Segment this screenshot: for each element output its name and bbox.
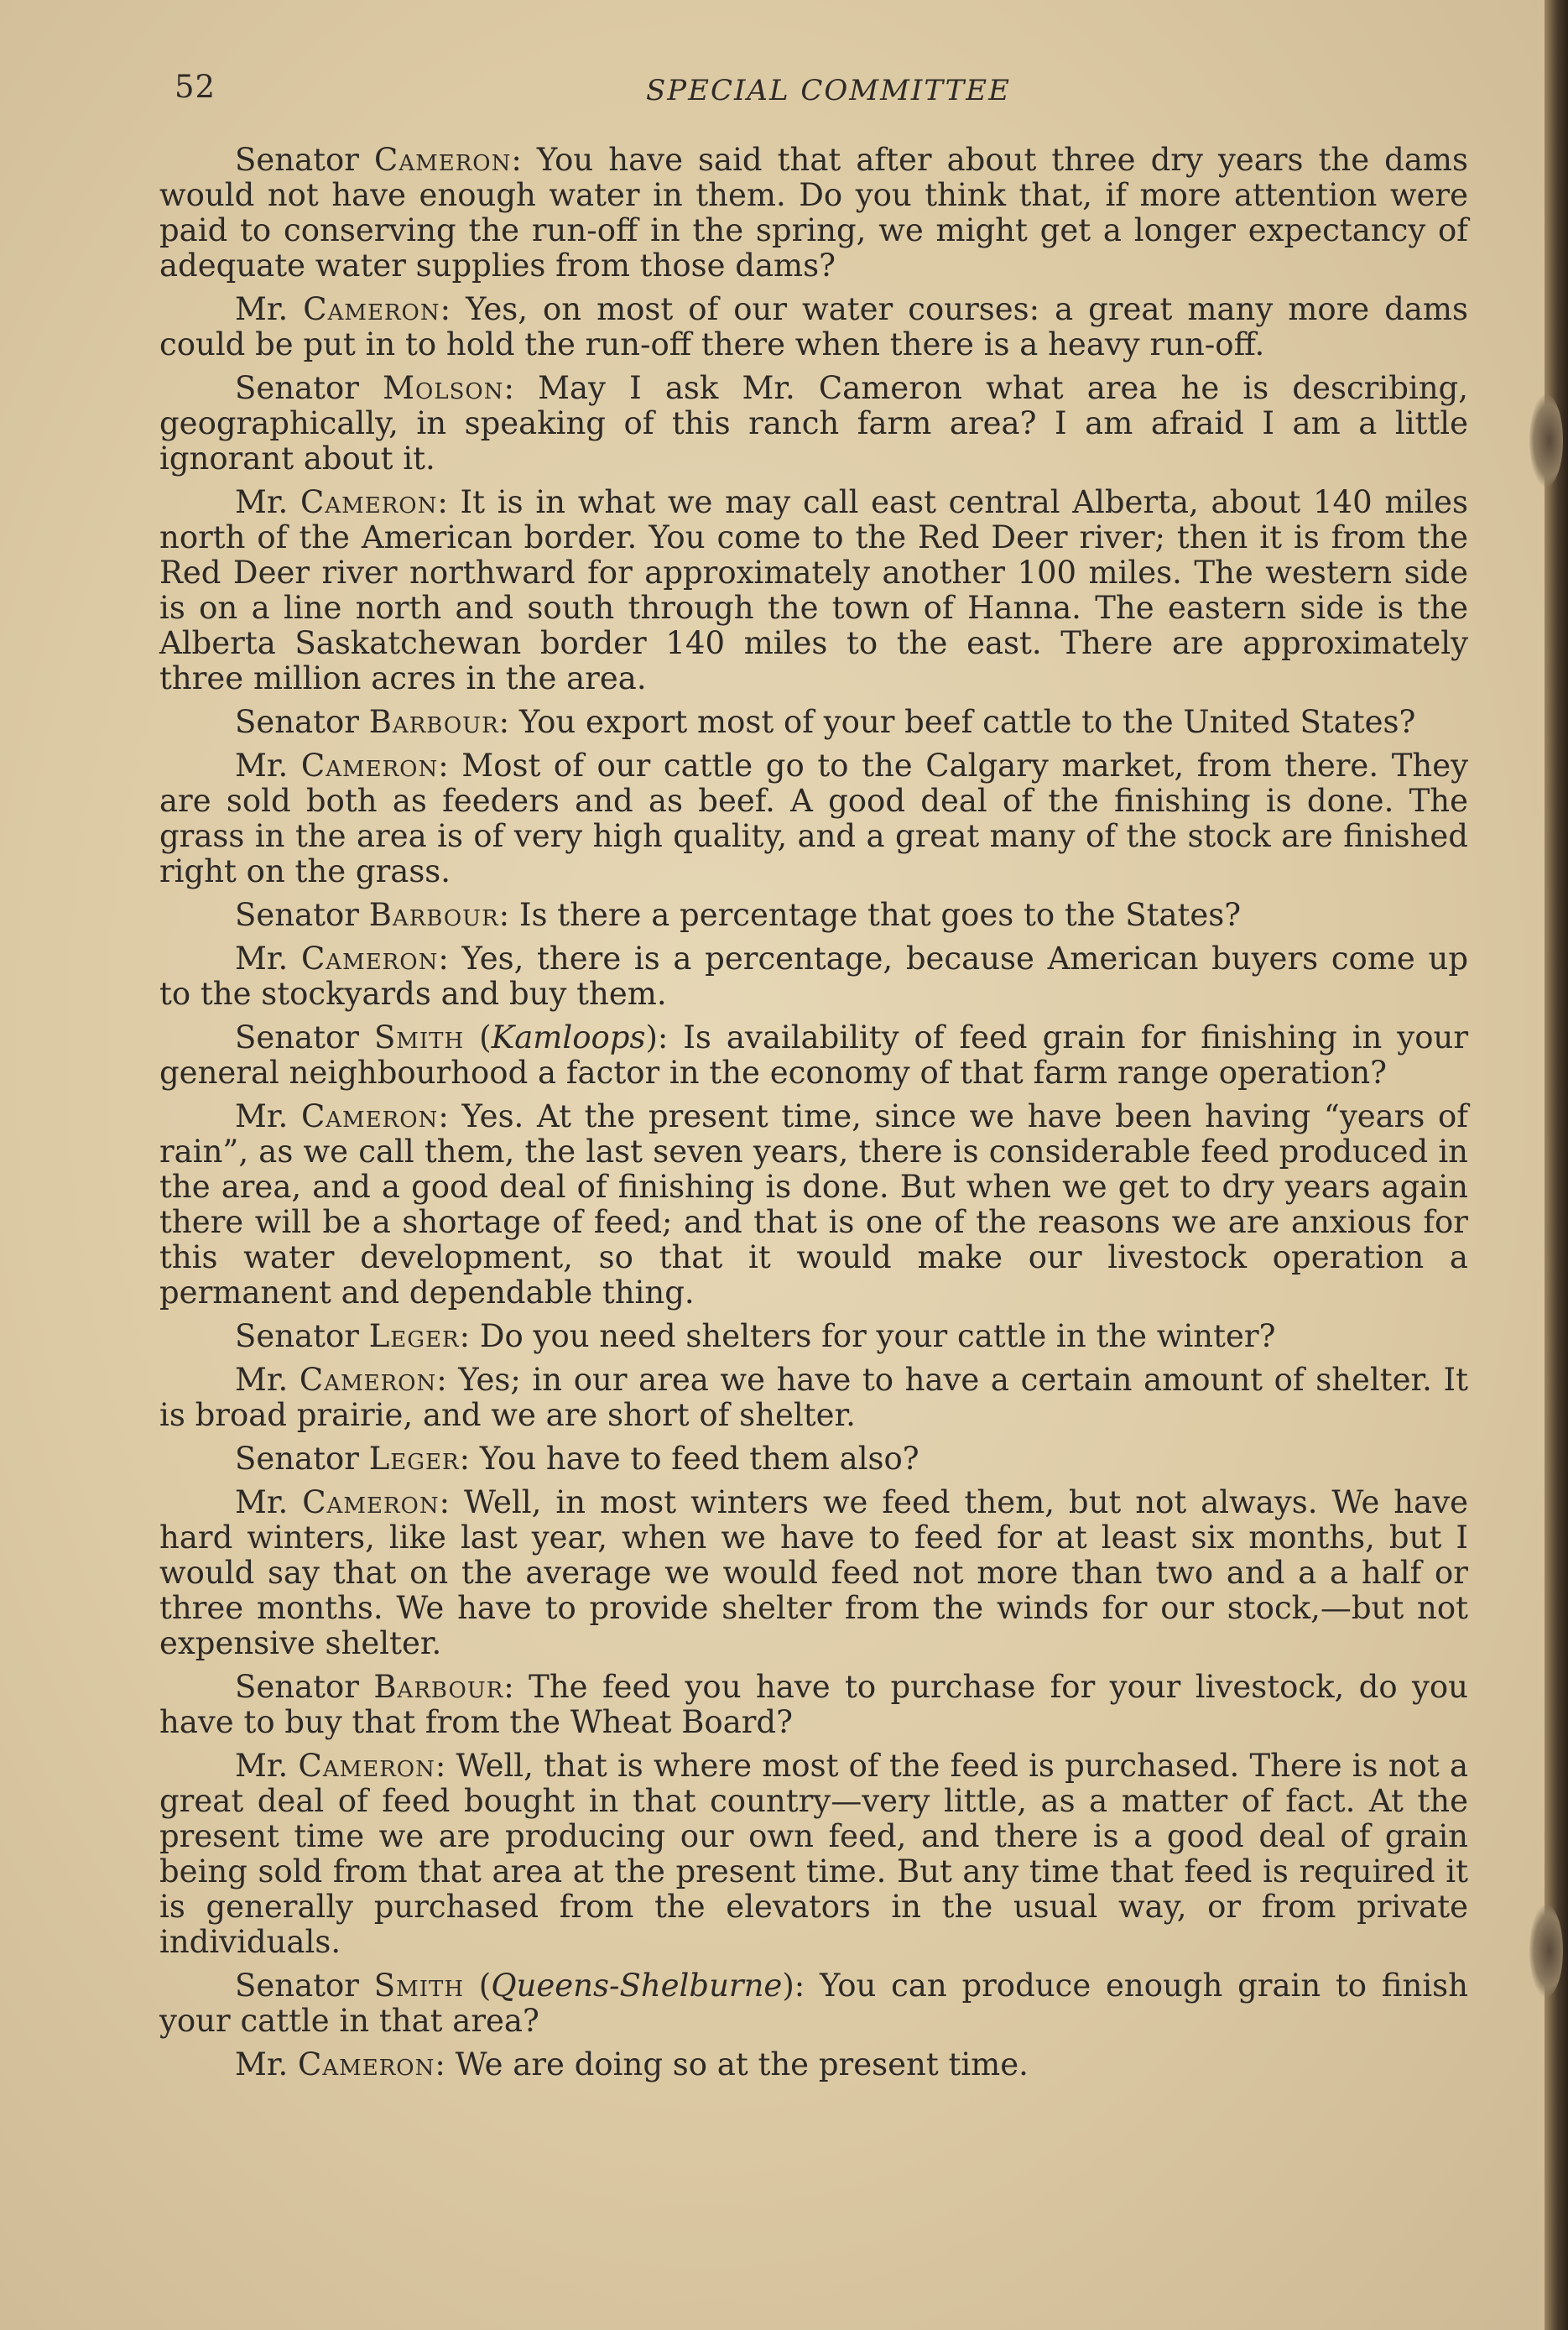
speaker-name: Smith — [373, 1968, 464, 2004]
speaker-title: Senator — [235, 370, 359, 406]
speaker-suffix: : — [511, 142, 522, 178]
speaker-title: Senator — [235, 1318, 359, 1354]
speaker-name: Cameron — [300, 484, 438, 520]
transcript-paragraph — [159, 898, 1468, 933]
speech-text: You have said that after about three dry years the dams would not have enough water in them. Do you think that, if more attention were paid to conserving the run-off in the spring, we might get a longer expectancy of adequate water supplies from those dams? — [159, 142, 1468, 284]
speech-text: You export most of your beef cattle to the United States? — [509, 704, 1416, 740]
speaker-name: Cameron — [300, 748, 439, 784]
speaker-name: Barbour — [368, 704, 499, 740]
speaker-title: Mr. — [235, 1748, 289, 1784]
speaker-suffix: : — [438, 748, 449, 784]
speaker-name: Barbour — [373, 1669, 504, 1705]
speaker-name: Cameron — [302, 1484, 440, 1520]
speaker-name: Cameron — [299, 1362, 437, 1398]
speaker-name: Leger — [368, 1318, 460, 1354]
transcript-body — [159, 143, 1468, 2091]
speaker-suffix: : — [503, 1669, 514, 1705]
transcript-paragraph — [159, 1319, 1468, 1354]
speech-text: Is there a percentage that goes to the States? — [509, 897, 1242, 933]
speaker-name: Cameron — [298, 2046, 435, 2082]
speech-text: It is in what we may call east central Alberta, about 140 miles north of the American border. You come to the Red Deer river; then it is from the Red Deer river northward for approximately another 100 miles. The western side is on a line north and south through the town of Hanna. The eastern side is the Alberta Saskatchewan border 140 miles to the east. There are approximately three million acres in the area. — [159, 484, 1468, 696]
speaker-suffix: : — [436, 1362, 447, 1398]
speech-text: We are doing so at the present time. — [445, 2046, 1029, 2082]
speaker-title: Senator — [235, 704, 359, 740]
thumb-mark-upper — [1529, 394, 1563, 487]
speaker-title: Senator — [235, 1669, 359, 1705]
thumb-mark-lower — [1529, 1905, 1563, 1997]
page-number: 52 — [175, 69, 216, 105]
page-header — [159, 69, 1468, 119]
transcript-paragraph — [159, 1099, 1468, 1311]
transcript-paragraph — [159, 748, 1468, 889]
speaker-name: Leger — [368, 1441, 460, 1477]
speech-text: Well, in most winters we feed them, but not always. We have hard winters, like last year, when we have to feed for at least six months, but I would say that on the average we would feed not more than two and a a half or three months. We have to provide shelter from the winds for our stock,—but not expensive shelter. — [159, 1484, 1468, 1661]
transcript-paragraph — [159, 2047, 1468, 2082]
speech-text: Most of our cattle go to the Calgary market, from there. They are sold both as feeders and as beef. A good deal of the finishing is done. The grass in the area is of very high quality, and a great many of the stock are finished right on the grass. — [159, 748, 1468, 889]
speech-text: Well, that is where most of the feed is purchased. There is not a great deal of feed bought in that country—very little, as a matter of fact. At the present time we are producing our own feed, and there is a good deal of grain being sold from that area at the present time. But any time that feed is required it is generally purchased from the elevators in the usual way, or from private individuals. — [159, 1748, 1469, 1960]
speaker-name: Cameron — [303, 291, 440, 327]
transcript-paragraph — [159, 143, 1468, 284]
speaker-suffix: ): — [782, 1968, 805, 2004]
transcript-paragraph — [159, 941, 1468, 1012]
speaker-title: Senator — [235, 1968, 359, 2004]
speaker-name: Smith — [373, 1019, 465, 1056]
transcript-paragraph — [159, 485, 1468, 696]
speech-text: Yes. At the present time, since we have been having “years of rain”, as we call them, the last seven years, there is considerable feed produced in the area, and a good deal of finishing is done. But when we get to dry years again there will be a shortage of feed; and that is one of the reasons we are anxious for this water development, so that it would make our livestock operation a permanent and dependable thing. — [159, 1098, 1468, 1311]
transcript-paragraph — [159, 1485, 1468, 1661]
speaker-suffix: : — [435, 2046, 445, 2082]
speech-text: Yes, on most of our water courses: a great many more dams could be put in to hold the run-off there when there is a heavy run-off. — [159, 291, 1468, 362]
transcript-paragraph — [159, 371, 1468, 477]
speaker-title: Mr. — [235, 1362, 289, 1398]
speaker-title: Mr. — [235, 941, 289, 977]
speaker-suffix: ): — [645, 1019, 669, 1056]
speaker-suffix: : — [439, 1484, 451, 1520]
transcript-paragraph — [159, 1749, 1468, 1960]
running-title: SPECIAL COMMITTEE — [646, 74, 1011, 107]
speaker-name: Molson — [383, 370, 504, 406]
transcript-paragraph — [159, 1441, 1468, 1477]
transcript-paragraph — [159, 1670, 1468, 1740]
transcript-paragraph: Senator Smith (Kamloops): Is availability of feed grain for finishing in your general neighbourhood a factor in the economy of that farm range operation? — [159, 1019, 1469, 1091]
speech-text: May I ask Mr. Cameron what area he is describing, geographically, in speaking of this ranch farm area? I am afraid I am a little ignorant about it. — [159, 370, 1468, 477]
speaker-title: Mr. — [235, 1098, 289, 1134]
speech-text: You can produce enough grain to finish your cattle in that area? — [159, 1968, 1469, 2039]
speaker-title: Mr. — [235, 2046, 289, 2082]
speaker-title: Mr. — [235, 291, 289, 327]
speaker-suffix: : — [440, 291, 451, 327]
speech-text: Yes; in our area we have to have a certain amount of shelter. It is broad prairie, and we are short of shelter. — [159, 1362, 1469, 1433]
speaker-title: Senator — [235, 1441, 359, 1477]
speaker-suffix: : — [438, 941, 449, 977]
speaker-title: Senator — [235, 142, 359, 178]
speaker-suffix: : — [498, 704, 510, 740]
speech-text: The feed you have to purchase for your livestock, do you have to buy that from the Wheat Board? — [159, 1669, 1468, 1740]
speaker-suffix: : — [438, 1098, 449, 1134]
speaker-suffix: : — [503, 370, 514, 406]
speaker-suffix: : — [437, 484, 448, 520]
speaker-name: Cameron — [374, 142, 512, 178]
speech-text: Do you need shelters for your cattle in the winter? — [470, 1318, 1276, 1354]
speaker-district: Kamloops — [491, 1019, 646, 1056]
speaker-suffix: : — [459, 1441, 471, 1477]
transcript-paragraph — [159, 292, 1468, 362]
speech-text: Yes, there is a percentage, because American buyers come up to the stockyards and buy them. — [159, 941, 1469, 1012]
speech-text: Is availability of feed grain for finishing in your general neighbourhood a factor in the economy of that farm range operation? — [159, 1019, 1469, 1091]
speaker-title: Mr. — [235, 748, 289, 784]
speaker-suffix: : — [498, 897, 510, 933]
speech-text: You have to feed them also? — [470, 1441, 919, 1477]
speaker-title: Mr. — [235, 1484, 289, 1520]
speaker-name: Cameron — [300, 1098, 439, 1134]
transcript-paragraph: Senator Smith (Queens-Shelburne): You can produce enough grain to finish your cattle in that area? — [159, 1968, 1469, 2039]
speaker-suffix: : — [435, 1748, 446, 1784]
transcript-paragraph — [159, 1363, 1468, 1433]
transcript-paragraph — [159, 705, 1468, 740]
speaker-name: Cameron — [300, 941, 439, 977]
speaker-district: Queens-Shelburne — [491, 1968, 783, 2004]
speaker-title: Mr. — [235, 484, 289, 520]
speaker-name: Barbour — [368, 897, 499, 933]
speaker-title: Senator — [235, 897, 359, 933]
speaker-name: Cameron — [298, 1748, 435, 1784]
speaker-suffix: : — [459, 1318, 471, 1354]
speaker-title: Senator — [235, 1019, 359, 1056]
